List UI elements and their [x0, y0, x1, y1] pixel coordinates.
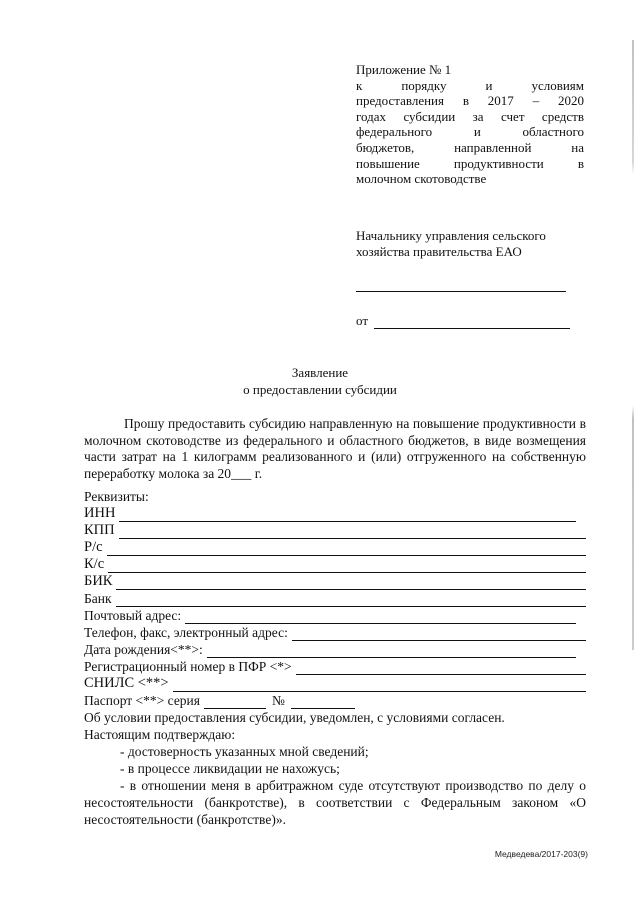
postal-field[interactable]	[185, 611, 576, 624]
bank-row	[84, 590, 586, 607]
kpp-row	[84, 522, 586, 539]
bank-field[interactable]	[116, 594, 586, 607]
bank-label: Банк	[84, 591, 112, 606]
ks-label: К/с	[84, 556, 105, 572]
kpp-field[interactable]	[119, 526, 586, 539]
inn-field[interactable]	[119, 509, 576, 522]
request-paragraph	[84, 416, 586, 482]
confirm-item-2: - в процессе ликвидации не нахожусь;	[120, 761, 340, 776]
inn-label: ИНН	[84, 505, 116, 521]
rs-row	[84, 539, 586, 556]
ks-field[interactable]	[108, 560, 586, 573]
pfr-field[interactable]	[296, 662, 586, 675]
document-heading	[0, 364, 640, 398]
passport-row	[84, 692, 586, 709]
from-field[interactable]	[374, 316, 570, 329]
bik-row	[84, 573, 586, 590]
requisites-title: Реквизиты:	[84, 489, 149, 504]
bik-label: БИК	[84, 573, 113, 589]
addressee-line-1: Начальнику управления сельского	[356, 228, 546, 243]
scan-edge	[632, 40, 634, 650]
appendix-block	[356, 62, 584, 187]
requisites-block	[84, 488, 586, 828]
footer-note: Медведева/2017-203(9)	[494, 849, 588, 859]
postal-row	[84, 607, 586, 624]
kpp-label: КПП	[84, 522, 115, 538]
rs-field[interactable]	[107, 543, 586, 556]
addressee-block	[356, 228, 584, 260]
appendix-title: Приложение № 1	[356, 62, 452, 77]
pfr-label: Регистрационный номер в ПФР <*>	[84, 659, 292, 674]
postal-label: Почтовый адрес:	[84, 608, 182, 623]
snils-label: СНИЛС <**>	[84, 675, 169, 691]
request-text: Прошу предоставить субсидию направленную на повышение продуктивности в молочном скотоводстве из федерального и областного бюджетов, в виде возмещения части затрат на 1 килограмм реализованного и (или) отгруженного на собственную переработку молока за 20	[84, 416, 586, 481]
appendix-line-7: молочном скотоводстве	[356, 171, 487, 187]
passport-series-field[interactable]	[204, 696, 266, 709]
appendix-line-2: предоставления в 2017 – 2020	[356, 93, 584, 109]
rs-label: Р/с	[84, 539, 103, 555]
appendix-line-1: к порядку и условиям	[356, 77, 584, 93]
pfr-row	[84, 658, 586, 675]
appendix-line-4: федерального и областного	[356, 124, 584, 140]
year-blank[interactable]: ___	[231, 465, 252, 481]
passport-number-label: №	[272, 693, 285, 708]
contacts-row	[84, 624, 586, 641]
from-label: от	[356, 313, 369, 328]
appendix-line-5: бюджетов, направленной на	[356, 139, 584, 155]
confirm-item-1: - достоверность указанных мной сведений;	[120, 744, 369, 759]
appendix-body	[356, 78, 584, 187]
passport-number-field[interactable]	[291, 696, 355, 709]
agreement-statement: Об условии предоставления субсидии, уведомлен, с условиями согласен.	[84, 710, 505, 725]
addressee-name-field[interactable]	[356, 290, 566, 292]
appendix-line-6: повышение продуктивности в	[356, 155, 584, 171]
addressee-line-2: хозяйства правительства ЕАО	[356, 244, 522, 259]
request-text-end: г.	[251, 465, 263, 481]
snils-row	[84, 675, 586, 692]
inn-row	[84, 505, 586, 522]
contacts-label: Телефон, факс, электронный адрес:	[84, 625, 288, 640]
heading-subtitle: о предоставлении субсидии	[243, 382, 397, 397]
birth-label: Дата рождения<**>:	[84, 642, 203, 657]
contacts-field[interactable]	[292, 628, 586, 641]
appendix-line-3: годах субсидии за счет средств	[356, 108, 584, 124]
birth-field[interactable]	[207, 645, 576, 658]
birth-row	[84, 641, 586, 658]
snils-field[interactable]	[173, 679, 586, 692]
ks-row	[84, 556, 586, 573]
confirm-item-3: - в отношении меня в арбитражном суде отсутствуют производство по делу о несостоятельности (банкротстве), в соответствии с Федеральным законом «О несостоятельности (банкротстве)».	[84, 778, 586, 827]
passport-label: Паспорт <**> серия	[84, 693, 200, 708]
bik-field[interactable]	[116, 577, 586, 590]
confirm-heading: Настоящим подтверждаю:	[84, 727, 236, 742]
from-row	[356, 313, 570, 329]
heading-title: Заявление	[291, 365, 349, 380]
